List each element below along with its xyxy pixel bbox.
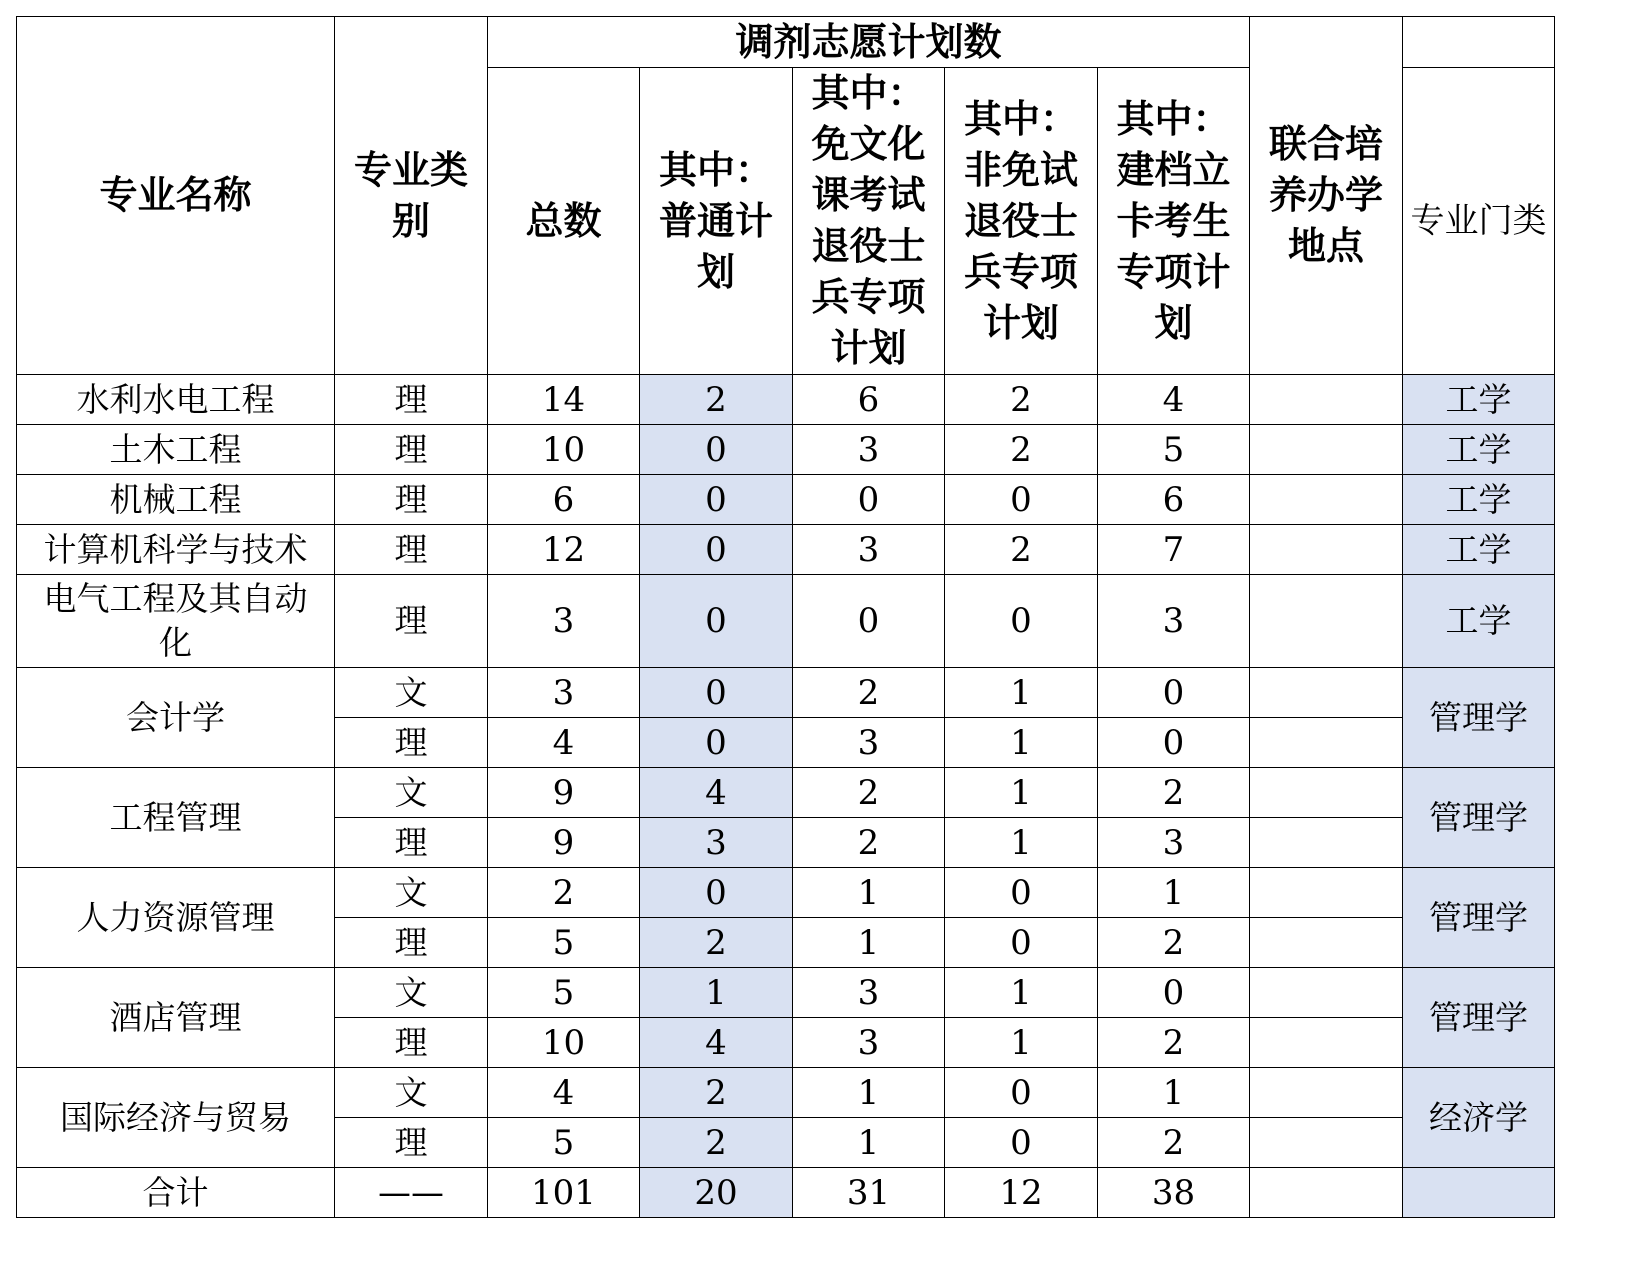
cell-joint <box>1250 575 1403 668</box>
cell-joint <box>1250 818 1403 868</box>
cell-normal: 0 <box>640 718 793 768</box>
cell-joint <box>1250 868 1403 918</box>
cell-total: 14 <box>488 375 640 425</box>
cell-nonexempt: 2 <box>945 525 1098 575</box>
cell-category: 工学 <box>1403 375 1555 425</box>
cell-type: 理 <box>335 718 488 768</box>
cell-name: 水利水电工程 <box>17 375 335 425</box>
cell-nonexempt: 1 <box>945 668 1098 718</box>
cell-nonexempt: 1 <box>945 818 1098 868</box>
header-type: 专业类 别 <box>335 17 488 375</box>
cell-exempt: 1 <box>793 918 945 968</box>
cell-type: 理 <box>335 818 488 868</box>
table-row <box>17 525 1555 575</box>
cell-type: 理 <box>335 525 488 575</box>
table-row <box>17 968 1555 1018</box>
cell-nonexempt: 1 <box>945 768 1098 818</box>
plan-table <box>16 16 1555 1218</box>
cell-poverty: 1 <box>1098 1068 1250 1118</box>
cell-category: 工学 <box>1403 575 1555 668</box>
cell-exempt: 6 <box>793 375 945 425</box>
cell-normal: 0 <box>640 575 793 668</box>
cell-joint <box>1250 768 1403 818</box>
table-row <box>17 1068 1555 1118</box>
cell-poverty: 6 <box>1098 475 1250 525</box>
cell-type: 理 <box>335 1018 488 1068</box>
table-row <box>17 375 1555 425</box>
cell-name: 合计 <box>17 1168 335 1218</box>
cell-name: 人力资源管理 <box>17 868 335 968</box>
cell-exempt: 31 <box>793 1168 945 1218</box>
cell-exempt: 1 <box>793 1068 945 1118</box>
cell-exempt: 2 <box>793 668 945 718</box>
cell-total: 3 <box>488 575 640 668</box>
header-name: 专业名称 <box>17 17 335 375</box>
cell-name: 电气工程及其自动 化 <box>17 575 335 668</box>
cell-poverty: 2 <box>1098 768 1250 818</box>
cell-total: 5 <box>488 918 640 968</box>
cell-normal: 0 <box>640 525 793 575</box>
cell-total: 10 <box>488 425 640 475</box>
cell-nonexempt: 0 <box>945 918 1098 968</box>
cell-normal: 2 <box>640 1068 793 1118</box>
cell-normal: 4 <box>640 768 793 818</box>
cell-category: 管理学 <box>1403 668 1555 768</box>
header-normal: 其中： 普通计 划 <box>640 68 793 375</box>
cell-total: 5 <box>488 968 640 1018</box>
cell-total: 6 <box>488 475 640 525</box>
cell-type: 文 <box>335 1068 488 1118</box>
cell-total: 5 <box>488 1118 640 1168</box>
cell-normal: 2 <box>640 918 793 968</box>
cell-name: 国际经济与贸易 <box>17 1068 335 1168</box>
cell-name: 计算机科学与技术 <box>17 525 335 575</box>
cell-category <box>1403 1168 1555 1218</box>
cell-poverty: 7 <box>1098 525 1250 575</box>
cell-nonexempt: 2 <box>945 425 1098 475</box>
cell-exempt: 1 <box>793 1118 945 1168</box>
cell-normal: 2 <box>640 1118 793 1168</box>
cell-type: 理 <box>335 375 488 425</box>
cell-poverty: 5 <box>1098 425 1250 475</box>
cell-poverty: 2 <box>1098 1018 1250 1068</box>
cell-nonexempt: 1 <box>945 718 1098 768</box>
cell-normal: 3 <box>640 818 793 868</box>
table-row <box>17 425 1555 475</box>
cell-normal: 2 <box>640 375 793 425</box>
table-row <box>17 668 1555 718</box>
cell-category: 工学 <box>1403 475 1555 525</box>
cell-category: 工学 <box>1403 425 1555 475</box>
cell-poverty: 0 <box>1098 968 1250 1018</box>
header-category: 专业门类 <box>1403 68 1555 375</box>
table-row <box>17 868 1555 918</box>
header-exempt: 其中： 免文化 课考试 退役士 兵专项 计划 <box>793 68 945 375</box>
header-poverty: 其中： 建档立 卡考生 专项计 划 <box>1098 68 1250 375</box>
cell-poverty: 38 <box>1098 1168 1250 1218</box>
header-nonexempt: 其中： 非免试 退役士 兵专项 计划 <box>945 68 1098 375</box>
header-total: 总数 <box>488 68 640 375</box>
cell-joint <box>1250 1168 1403 1218</box>
cell-total: 101 <box>488 1168 640 1218</box>
totals-row <box>17 1168 1555 1218</box>
cell-type: 理 <box>335 475 488 525</box>
cell-category: 工学 <box>1403 525 1555 575</box>
cell-type: 理 <box>335 575 488 668</box>
cell-exempt: 2 <box>793 818 945 868</box>
cell-joint <box>1250 525 1403 575</box>
cell-nonexempt: 1 <box>945 968 1098 1018</box>
cell-nonexempt: 0 <box>945 1068 1098 1118</box>
cell-joint <box>1250 425 1403 475</box>
cell-type: —— <box>335 1168 488 1218</box>
cell-total: 2 <box>488 868 640 918</box>
cell-name: 酒店管理 <box>17 968 335 1068</box>
cell-type: 文 <box>335 868 488 918</box>
cell-type: 文 <box>335 968 488 1018</box>
cell-joint <box>1250 718 1403 768</box>
cell-exempt: 3 <box>793 718 945 768</box>
cell-total: 9 <box>488 768 640 818</box>
cell-name: 土木工程 <box>17 425 335 475</box>
header-joint: 联合培 养办学 地点 <box>1250 17 1403 375</box>
cell-normal: 0 <box>640 475 793 525</box>
cell-normal: 1 <box>640 968 793 1018</box>
cell-nonexempt: 0 <box>945 475 1098 525</box>
cell-joint <box>1250 1018 1403 1068</box>
cell-category: 经济学 <box>1403 1068 1555 1168</box>
cell-name: 机械工程 <box>17 475 335 525</box>
cell-category: 管理学 <box>1403 968 1555 1068</box>
cell-nonexempt: 0 <box>945 575 1098 668</box>
cell-normal: 4 <box>640 1018 793 1068</box>
header-blank <box>1403 17 1555 68</box>
cell-exempt: 3 <box>793 1018 945 1068</box>
cell-normal: 0 <box>640 868 793 918</box>
table-row <box>17 475 1555 525</box>
cell-total: 12 <box>488 525 640 575</box>
cell-nonexempt: 2 <box>945 375 1098 425</box>
cell-normal: 0 <box>640 425 793 475</box>
cell-poverty: 3 <box>1098 818 1250 868</box>
cell-joint <box>1250 1118 1403 1168</box>
cell-joint <box>1250 918 1403 968</box>
cell-category: 管理学 <box>1403 768 1555 868</box>
header-plan-group: 调剂志愿计划数 <box>488 17 1250 68</box>
table-row <box>17 575 1555 668</box>
cell-poverty: 0 <box>1098 668 1250 718</box>
cell-exempt: 3 <box>793 425 945 475</box>
cell-normal: 20 <box>640 1168 793 1218</box>
cell-total: 4 <box>488 1068 640 1118</box>
cell-category: 管理学 <box>1403 868 1555 968</box>
cell-nonexempt: 0 <box>945 868 1098 918</box>
cell-joint <box>1250 668 1403 718</box>
cell-type: 理 <box>335 918 488 968</box>
cell-poverty: 4 <box>1098 375 1250 425</box>
table-row <box>17 768 1555 818</box>
cell-exempt: 0 <box>793 575 945 668</box>
cell-normal: 0 <box>640 668 793 718</box>
cell-joint <box>1250 968 1403 1018</box>
cell-joint <box>1250 375 1403 425</box>
cell-poverty: 2 <box>1098 1118 1250 1168</box>
cell-joint <box>1250 475 1403 525</box>
cell-name: 会计学 <box>17 668 335 768</box>
cell-joint <box>1250 1068 1403 1118</box>
cell-exempt: 0 <box>793 475 945 525</box>
cell-name: 工程管理 <box>17 768 335 868</box>
cell-poverty: 3 <box>1098 575 1250 668</box>
cell-total: 4 <box>488 718 640 768</box>
cell-poverty: 2 <box>1098 918 1250 968</box>
cell-total: 3 <box>488 668 640 718</box>
cell-poverty: 1 <box>1098 868 1250 918</box>
cell-exempt: 3 <box>793 968 945 1018</box>
cell-type: 文 <box>335 668 488 718</box>
cell-type: 理 <box>335 1118 488 1168</box>
cell-exempt: 3 <box>793 525 945 575</box>
cell-total: 10 <box>488 1018 640 1068</box>
cell-type: 理 <box>335 425 488 475</box>
cell-nonexempt: 1 <box>945 1018 1098 1068</box>
cell-nonexempt: 12 <box>945 1168 1098 1218</box>
cell-type: 文 <box>335 768 488 818</box>
cell-exempt: 2 <box>793 768 945 818</box>
cell-nonexempt: 0 <box>945 1118 1098 1168</box>
cell-total: 9 <box>488 818 640 868</box>
cell-poverty: 0 <box>1098 718 1250 768</box>
cell-exempt: 1 <box>793 868 945 918</box>
